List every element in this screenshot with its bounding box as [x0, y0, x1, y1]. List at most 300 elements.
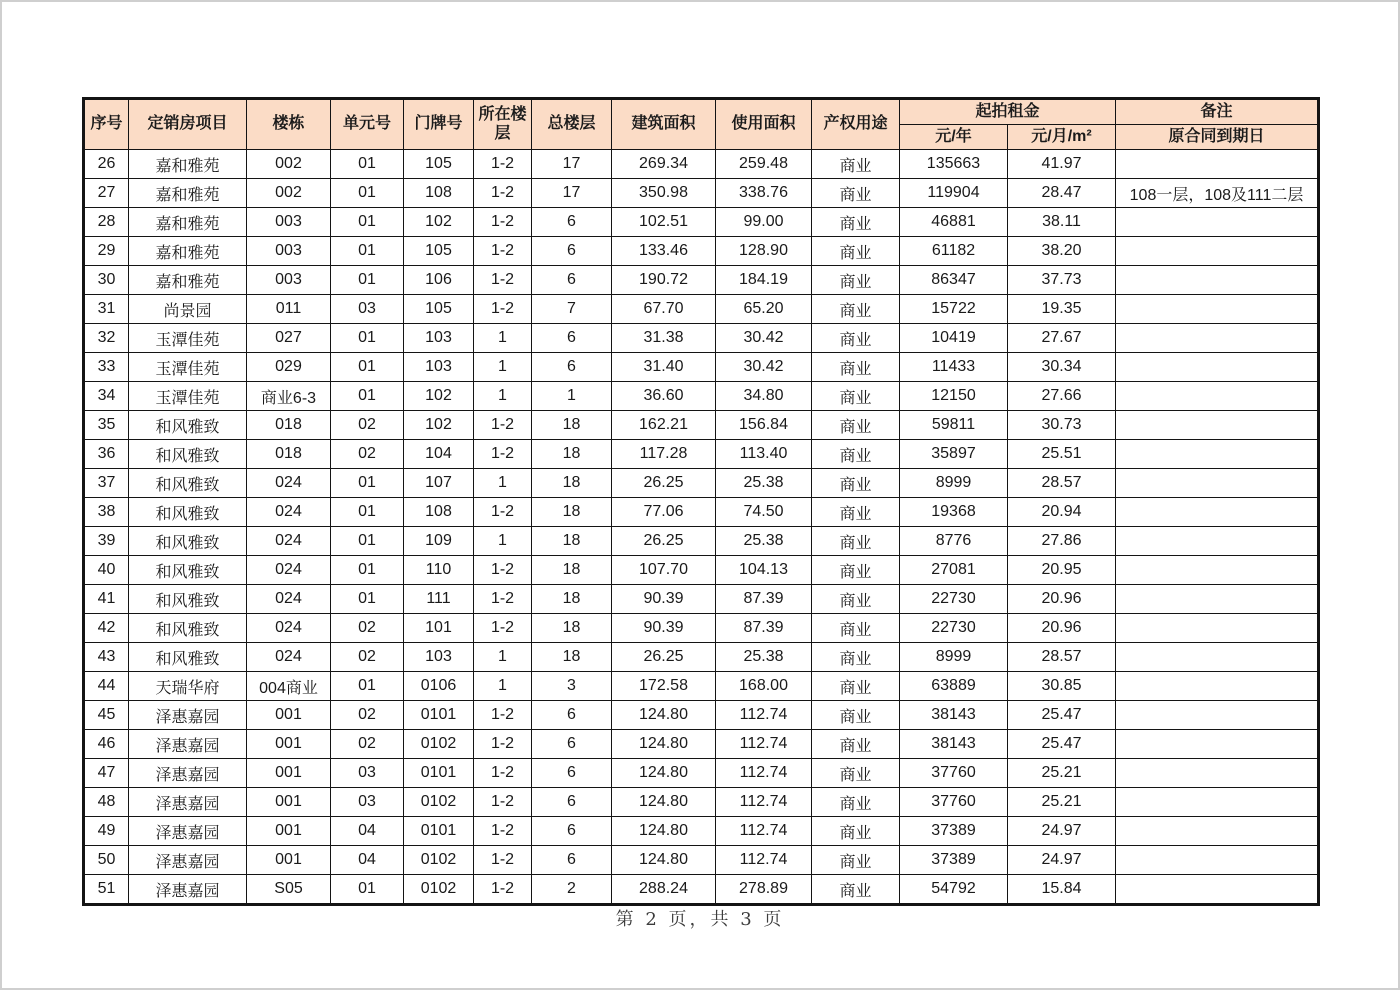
cell-project: 和风雅致 [129, 614, 247, 643]
cell-rent-per-month-sqm: 20.94 [1008, 498, 1116, 527]
cell-unit: 02 [331, 440, 404, 469]
cell-project: 泽惠嘉园 [129, 846, 247, 875]
cell-build-area: 90.39 [612, 614, 716, 643]
cell-door: 0102 [404, 846, 474, 875]
cell-build-area: 117.28 [612, 440, 716, 469]
cell-remark [1116, 643, 1319, 672]
cell-building: 001 [247, 788, 331, 817]
cell-rent-per-month-sqm: 24.97 [1008, 846, 1116, 875]
cell-floor: 1 [474, 672, 532, 701]
cell-property-use: 商业 [812, 614, 900, 643]
cell-serial: 45 [84, 701, 129, 730]
cell-rent-per-year: 37389 [900, 817, 1008, 846]
cell-building: 001 [247, 759, 331, 788]
cell-remark [1116, 759, 1319, 788]
cell-total-floors: 18 [532, 556, 612, 585]
cell-build-area: 26.25 [612, 469, 716, 498]
cell-serial: 42 [84, 614, 129, 643]
cell-serial: 46 [84, 730, 129, 759]
cell-serial: 51 [84, 875, 129, 905]
cell-build-area: 288.24 [612, 875, 716, 905]
cell-building: 001 [247, 817, 331, 846]
cell-building: 024 [247, 585, 331, 614]
table-row [84, 556, 1319, 585]
cell-door: 0101 [404, 759, 474, 788]
cell-property-use: 商业 [812, 324, 900, 353]
cell-build-area: 162.21 [612, 411, 716, 440]
cell-rent-per-year: 12150 [900, 382, 1008, 411]
cell-property-use: 商业 [812, 730, 900, 759]
cell-total-floors: 6 [532, 324, 612, 353]
cell-unit: 02 [331, 614, 404, 643]
cell-unit: 01 [331, 672, 404, 701]
col-header-rent-per-month-sqm: 元/月/m² [1008, 125, 1116, 150]
cell-use-area: 128.90 [716, 237, 812, 266]
cell-build-area: 124.80 [612, 846, 716, 875]
cell-rent-per-year: 37760 [900, 759, 1008, 788]
cell-building: 027 [247, 324, 331, 353]
cell-floor: 1-2 [474, 179, 532, 208]
cell-serial: 37 [84, 469, 129, 498]
cell-floor: 1-2 [474, 498, 532, 527]
cell-rent-per-month-sqm: 30.73 [1008, 411, 1116, 440]
cell-property-use: 商业 [812, 759, 900, 788]
table-row [84, 411, 1319, 440]
cell-remark [1116, 701, 1319, 730]
cell-rent-per-year: 35897 [900, 440, 1008, 469]
cell-property-use: 商业 [812, 411, 900, 440]
table-row [84, 701, 1319, 730]
cell-building: 001 [247, 846, 331, 875]
cell-rent-per-month-sqm: 30.85 [1008, 672, 1116, 701]
cell-total-floors: 6 [532, 237, 612, 266]
cell-building: 024 [247, 527, 331, 556]
cell-door: 108 [404, 498, 474, 527]
cell-total-floors: 2 [532, 875, 612, 905]
cell-door: 0102 [404, 788, 474, 817]
cell-serial: 48 [84, 788, 129, 817]
cell-total-floors: 6 [532, 266, 612, 295]
cell-total-floors: 6 [532, 701, 612, 730]
cell-serial: 32 [84, 324, 129, 353]
cell-rent-per-year: 86347 [900, 266, 1008, 295]
cell-floor: 1-2 [474, 411, 532, 440]
cell-door: 107 [404, 469, 474, 498]
cell-building: S05 [247, 875, 331, 905]
table-row [84, 672, 1319, 701]
cell-rent-per-year: 135663 [900, 150, 1008, 179]
cell-unit: 01 [331, 875, 404, 905]
col-header-use-area: 使用面积 [716, 99, 812, 150]
cell-project: 和风雅致 [129, 527, 247, 556]
cell-building: 024 [247, 498, 331, 527]
cell-building: 003 [247, 208, 331, 237]
cell-use-area: 112.74 [716, 730, 812, 759]
cell-serial: 38 [84, 498, 129, 527]
cell-rent-per-year: 15722 [900, 295, 1008, 324]
cell-project: 和风雅致 [129, 556, 247, 585]
cell-use-area: 30.42 [716, 353, 812, 382]
cell-serial: 47 [84, 759, 129, 788]
cell-rent-per-year: 8776 [900, 527, 1008, 556]
cell-building: 003 [247, 266, 331, 295]
cell-property-use: 商业 [812, 208, 900, 237]
cell-property-use: 商业 [812, 556, 900, 585]
col-header-property-use: 产权用途 [812, 99, 900, 150]
cell-rent-per-year: 38143 [900, 730, 1008, 759]
col-header-building: 楼栋 [247, 99, 331, 150]
cell-floor: 1-2 [474, 295, 532, 324]
cell-total-floors: 6 [532, 730, 612, 759]
cell-rent-per-year: 8999 [900, 643, 1008, 672]
cell-building: 029 [247, 353, 331, 382]
cell-building: 002 [247, 150, 331, 179]
table-row [84, 295, 1319, 324]
header-row-1 [84, 99, 1319, 125]
cell-use-area: 104.13 [716, 556, 812, 585]
cell-remark [1116, 353, 1319, 382]
cell-remark [1116, 469, 1319, 498]
cell-rent-per-year: 22730 [900, 585, 1008, 614]
cell-use-area: 184.19 [716, 266, 812, 295]
cell-building: 001 [247, 701, 331, 730]
cell-use-area: 87.39 [716, 585, 812, 614]
cell-total-floors: 18 [532, 469, 612, 498]
cell-project: 玉潭佳苑 [129, 324, 247, 353]
cell-door: 102 [404, 208, 474, 237]
cell-remark [1116, 266, 1319, 295]
cell-rent-per-month-sqm: 20.96 [1008, 585, 1116, 614]
cell-build-area: 133.46 [612, 237, 716, 266]
cell-use-area: 112.74 [716, 817, 812, 846]
cell-rent-per-year: 38143 [900, 701, 1008, 730]
cell-floor: 1-2 [474, 237, 532, 266]
cell-serial: 27 [84, 179, 129, 208]
cell-floor: 1 [474, 353, 532, 382]
cell-remark [1116, 411, 1319, 440]
cell-remark [1116, 556, 1319, 585]
cell-unit: 01 [331, 324, 404, 353]
cell-building: 011 [247, 295, 331, 324]
cell-property-use: 商业 [812, 469, 900, 498]
cell-rent-per-month-sqm: 27.86 [1008, 527, 1116, 556]
cell-floor: 1-2 [474, 875, 532, 905]
cell-serial: 40 [84, 556, 129, 585]
cell-rent-per-month-sqm: 27.67 [1008, 324, 1116, 353]
cell-property-use: 商业 [812, 585, 900, 614]
cell-property-use: 商业 [812, 527, 900, 556]
cell-serial: 36 [84, 440, 129, 469]
cell-build-area: 124.80 [612, 788, 716, 817]
cell-build-area: 31.38 [612, 324, 716, 353]
cell-rent-per-month-sqm: 38.20 [1008, 237, 1116, 266]
cell-build-area: 31.40 [612, 353, 716, 382]
cell-rent-per-month-sqm: 25.47 [1008, 701, 1116, 730]
cell-property-use: 商业 [812, 672, 900, 701]
cell-remark [1116, 237, 1319, 266]
cell-use-area: 99.00 [716, 208, 812, 237]
cell-rent-per-month-sqm: 24.97 [1008, 817, 1116, 846]
cell-door: 102 [404, 411, 474, 440]
cell-property-use: 商业 [812, 266, 900, 295]
cell-rent-per-year: 22730 [900, 614, 1008, 643]
cell-building: 018 [247, 411, 331, 440]
cell-floor: 1-2 [474, 585, 532, 614]
cell-floor: 1-2 [474, 759, 532, 788]
rental-listing-table [82, 97, 1320, 906]
cell-build-area: 124.80 [612, 817, 716, 846]
cell-use-area: 30.42 [716, 324, 812, 353]
cell-project: 天瑞华府 [129, 672, 247, 701]
cell-floor: 1-2 [474, 556, 532, 585]
cell-floor: 1-2 [474, 614, 532, 643]
cell-build-area: 172.58 [612, 672, 716, 701]
col-header-rent-per-year: 元/年 [900, 125, 1008, 150]
table-row [84, 382, 1319, 411]
cell-project: 和风雅致 [129, 440, 247, 469]
cell-floor: 1-2 [474, 208, 532, 237]
cell-remark [1116, 788, 1319, 817]
table-row [84, 875, 1319, 905]
cell-use-area: 65.20 [716, 295, 812, 324]
cell-rent-per-month-sqm: 41.97 [1008, 150, 1116, 179]
cell-door: 101 [404, 614, 474, 643]
cell-serial: 31 [84, 295, 129, 324]
cell-door: 0101 [404, 701, 474, 730]
cell-rent-per-year: 8999 [900, 469, 1008, 498]
cell-serial: 28 [84, 208, 129, 237]
cell-building: 001 [247, 730, 331, 759]
col-header-total-floors: 总楼层 [532, 99, 612, 150]
table-row [84, 150, 1319, 179]
cell-unit: 01 [331, 382, 404, 411]
cell-total-floors: 6 [532, 846, 612, 875]
cell-door: 109 [404, 527, 474, 556]
cell-total-floors: 3 [532, 672, 612, 701]
cell-floor: 1-2 [474, 817, 532, 846]
cell-unit: 01 [331, 585, 404, 614]
cell-remark [1116, 324, 1319, 353]
cell-floor: 1-2 [474, 846, 532, 875]
cell-property-use: 商业 [812, 817, 900, 846]
table-row [84, 237, 1319, 266]
cell-remark [1116, 498, 1319, 527]
cell-rent-per-month-sqm: 25.51 [1008, 440, 1116, 469]
cell-use-area: 112.74 [716, 788, 812, 817]
cell-unit: 03 [331, 295, 404, 324]
cell-building: 018 [247, 440, 331, 469]
cell-serial: 34 [84, 382, 129, 411]
cell-door: 111 [404, 585, 474, 614]
cell-serial: 26 [84, 150, 129, 179]
cell-serial: 33 [84, 353, 129, 382]
cell-floor: 1-2 [474, 150, 532, 179]
cell-remark [1116, 730, 1319, 759]
cell-rent-per-year: 37760 [900, 788, 1008, 817]
cell-property-use: 商业 [812, 237, 900, 266]
cell-unit: 01 [331, 179, 404, 208]
cell-rent-per-month-sqm: 37.73 [1008, 266, 1116, 295]
cell-rent-per-month-sqm: 25.21 [1008, 759, 1116, 788]
cell-floor: 1 [474, 382, 532, 411]
cell-building: 024 [247, 556, 331, 585]
cell-remark [1116, 614, 1319, 643]
cell-floor: 1-2 [474, 788, 532, 817]
cell-use-area: 25.38 [716, 527, 812, 556]
cell-rent-per-month-sqm: 28.47 [1008, 179, 1116, 208]
cell-build-area: 124.80 [612, 730, 716, 759]
cell-use-area: 338.76 [716, 179, 812, 208]
cell-floor: 1-2 [474, 440, 532, 469]
cell-project: 泽惠嘉园 [129, 788, 247, 817]
cell-remark [1116, 875, 1319, 905]
cell-total-floors: 18 [532, 411, 612, 440]
col-header-starting-rent-group: 起拍租金 [900, 99, 1116, 125]
col-header-door: 门牌号 [404, 99, 474, 150]
cell-use-area: 34.80 [716, 382, 812, 411]
cell-floor: 1 [474, 643, 532, 672]
cell-unit: 02 [331, 730, 404, 759]
cell-use-area: 112.74 [716, 701, 812, 730]
cell-unit: 04 [331, 817, 404, 846]
cell-door: 110 [404, 556, 474, 585]
table-header [84, 99, 1319, 150]
cell-unit: 01 [331, 353, 404, 382]
cell-build-area: 102.51 [612, 208, 716, 237]
cell-rent-per-year: 63889 [900, 672, 1008, 701]
col-header-serial: 序号 [84, 99, 129, 150]
cell-project: 和风雅致 [129, 585, 247, 614]
table-row [84, 643, 1319, 672]
cell-property-use: 商业 [812, 643, 900, 672]
col-header-floor: 所在楼层 [474, 99, 532, 150]
cell-building: 商业6-3 [247, 382, 331, 411]
cell-remark [1116, 295, 1319, 324]
cell-property-use: 商业 [812, 150, 900, 179]
cell-floor: 1-2 [474, 266, 532, 295]
cell-build-area: 124.80 [612, 701, 716, 730]
cell-project: 嘉和雅苑 [129, 179, 247, 208]
cell-property-use: 商业 [812, 353, 900, 382]
cell-remark [1116, 150, 1319, 179]
cell-building: 002 [247, 179, 331, 208]
table-row [84, 585, 1319, 614]
cell-serial: 44 [84, 672, 129, 701]
cell-use-area: 25.38 [716, 469, 812, 498]
cell-building: 004商业 [247, 672, 331, 701]
cell-remark [1116, 672, 1319, 701]
cell-rent-per-month-sqm: 20.95 [1008, 556, 1116, 585]
cell-remark [1116, 527, 1319, 556]
cell-remark [1116, 817, 1319, 846]
table-row [84, 440, 1319, 469]
cell-rent-per-month-sqm: 27.66 [1008, 382, 1116, 411]
table-row [84, 759, 1319, 788]
cell-door: 0102 [404, 875, 474, 905]
cell-total-floors: 18 [532, 585, 612, 614]
cell-total-floors: 6 [532, 208, 612, 237]
cell-unit: 01 [331, 556, 404, 585]
cell-door: 106 [404, 266, 474, 295]
cell-total-floors: 6 [532, 759, 612, 788]
cell-project: 嘉和雅苑 [129, 150, 247, 179]
cell-build-area: 124.80 [612, 759, 716, 788]
table-row [84, 498, 1319, 527]
table-row [84, 527, 1319, 556]
cell-total-floors: 17 [532, 179, 612, 208]
cell-property-use: 商业 [812, 440, 900, 469]
cell-project: 玉潭佳苑 [129, 382, 247, 411]
cell-use-area: 112.74 [716, 759, 812, 788]
cell-remark [1116, 440, 1319, 469]
cell-remark [1116, 382, 1319, 411]
cell-serial: 50 [84, 846, 129, 875]
cell-rent-per-year: 10419 [900, 324, 1008, 353]
cell-project: 泽惠嘉园 [129, 759, 247, 788]
col-header-project: 定销房项目 [129, 99, 247, 150]
cell-project: 泽惠嘉园 [129, 701, 247, 730]
cell-door: 103 [404, 324, 474, 353]
cell-total-floors: 1 [532, 382, 612, 411]
cell-door: 0102 [404, 730, 474, 759]
cell-rent-per-year: 27081 [900, 556, 1008, 585]
cell-property-use: 商业 [812, 846, 900, 875]
cell-rent-per-year: 19368 [900, 498, 1008, 527]
col-header-original-contract-expiry: 原合同到期日 [1116, 125, 1319, 150]
col-header-unit: 单元号 [331, 99, 404, 150]
cell-total-floors: 6 [532, 353, 612, 382]
cell-build-area: 26.25 [612, 643, 716, 672]
cell-serial: 41 [84, 585, 129, 614]
cell-rent-per-month-sqm: 25.47 [1008, 730, 1116, 759]
table-row [84, 614, 1319, 643]
cell-door: 108 [404, 179, 474, 208]
table-body [84, 150, 1319, 905]
cell-project: 尚景园 [129, 295, 247, 324]
col-header-remark: 备注 [1116, 99, 1319, 125]
cell-project: 嘉和雅苑 [129, 208, 247, 237]
cell-unit: 01 [331, 150, 404, 179]
cell-unit: 01 [331, 266, 404, 295]
table-row [84, 179, 1319, 208]
table-row [84, 208, 1319, 237]
cell-unit: 03 [331, 759, 404, 788]
table-row [84, 817, 1319, 846]
cell-door: 105 [404, 150, 474, 179]
table-row [84, 469, 1319, 498]
cell-serial: 43 [84, 643, 129, 672]
cell-unit: 03 [331, 788, 404, 817]
cell-total-floors: 18 [532, 527, 612, 556]
cell-remark: 108一层，108及111二层 [1116, 179, 1319, 208]
cell-door: 105 [404, 237, 474, 266]
cell-build-area: 269.34 [612, 150, 716, 179]
cell-build-area: 26.25 [612, 527, 716, 556]
cell-unit: 02 [331, 643, 404, 672]
cell-total-floors: 18 [532, 440, 612, 469]
cell-build-area: 77.06 [612, 498, 716, 527]
cell-serial: 35 [84, 411, 129, 440]
cell-door: 103 [404, 643, 474, 672]
cell-project: 泽惠嘉园 [129, 730, 247, 759]
cell-remark [1116, 208, 1319, 237]
cell-rent-per-month-sqm: 20.96 [1008, 614, 1116, 643]
cell-building: 024 [247, 614, 331, 643]
cell-serial: 30 [84, 266, 129, 295]
cell-total-floors: 17 [532, 150, 612, 179]
cell-project: 嘉和雅苑 [129, 237, 247, 266]
cell-property-use: 商业 [812, 701, 900, 730]
